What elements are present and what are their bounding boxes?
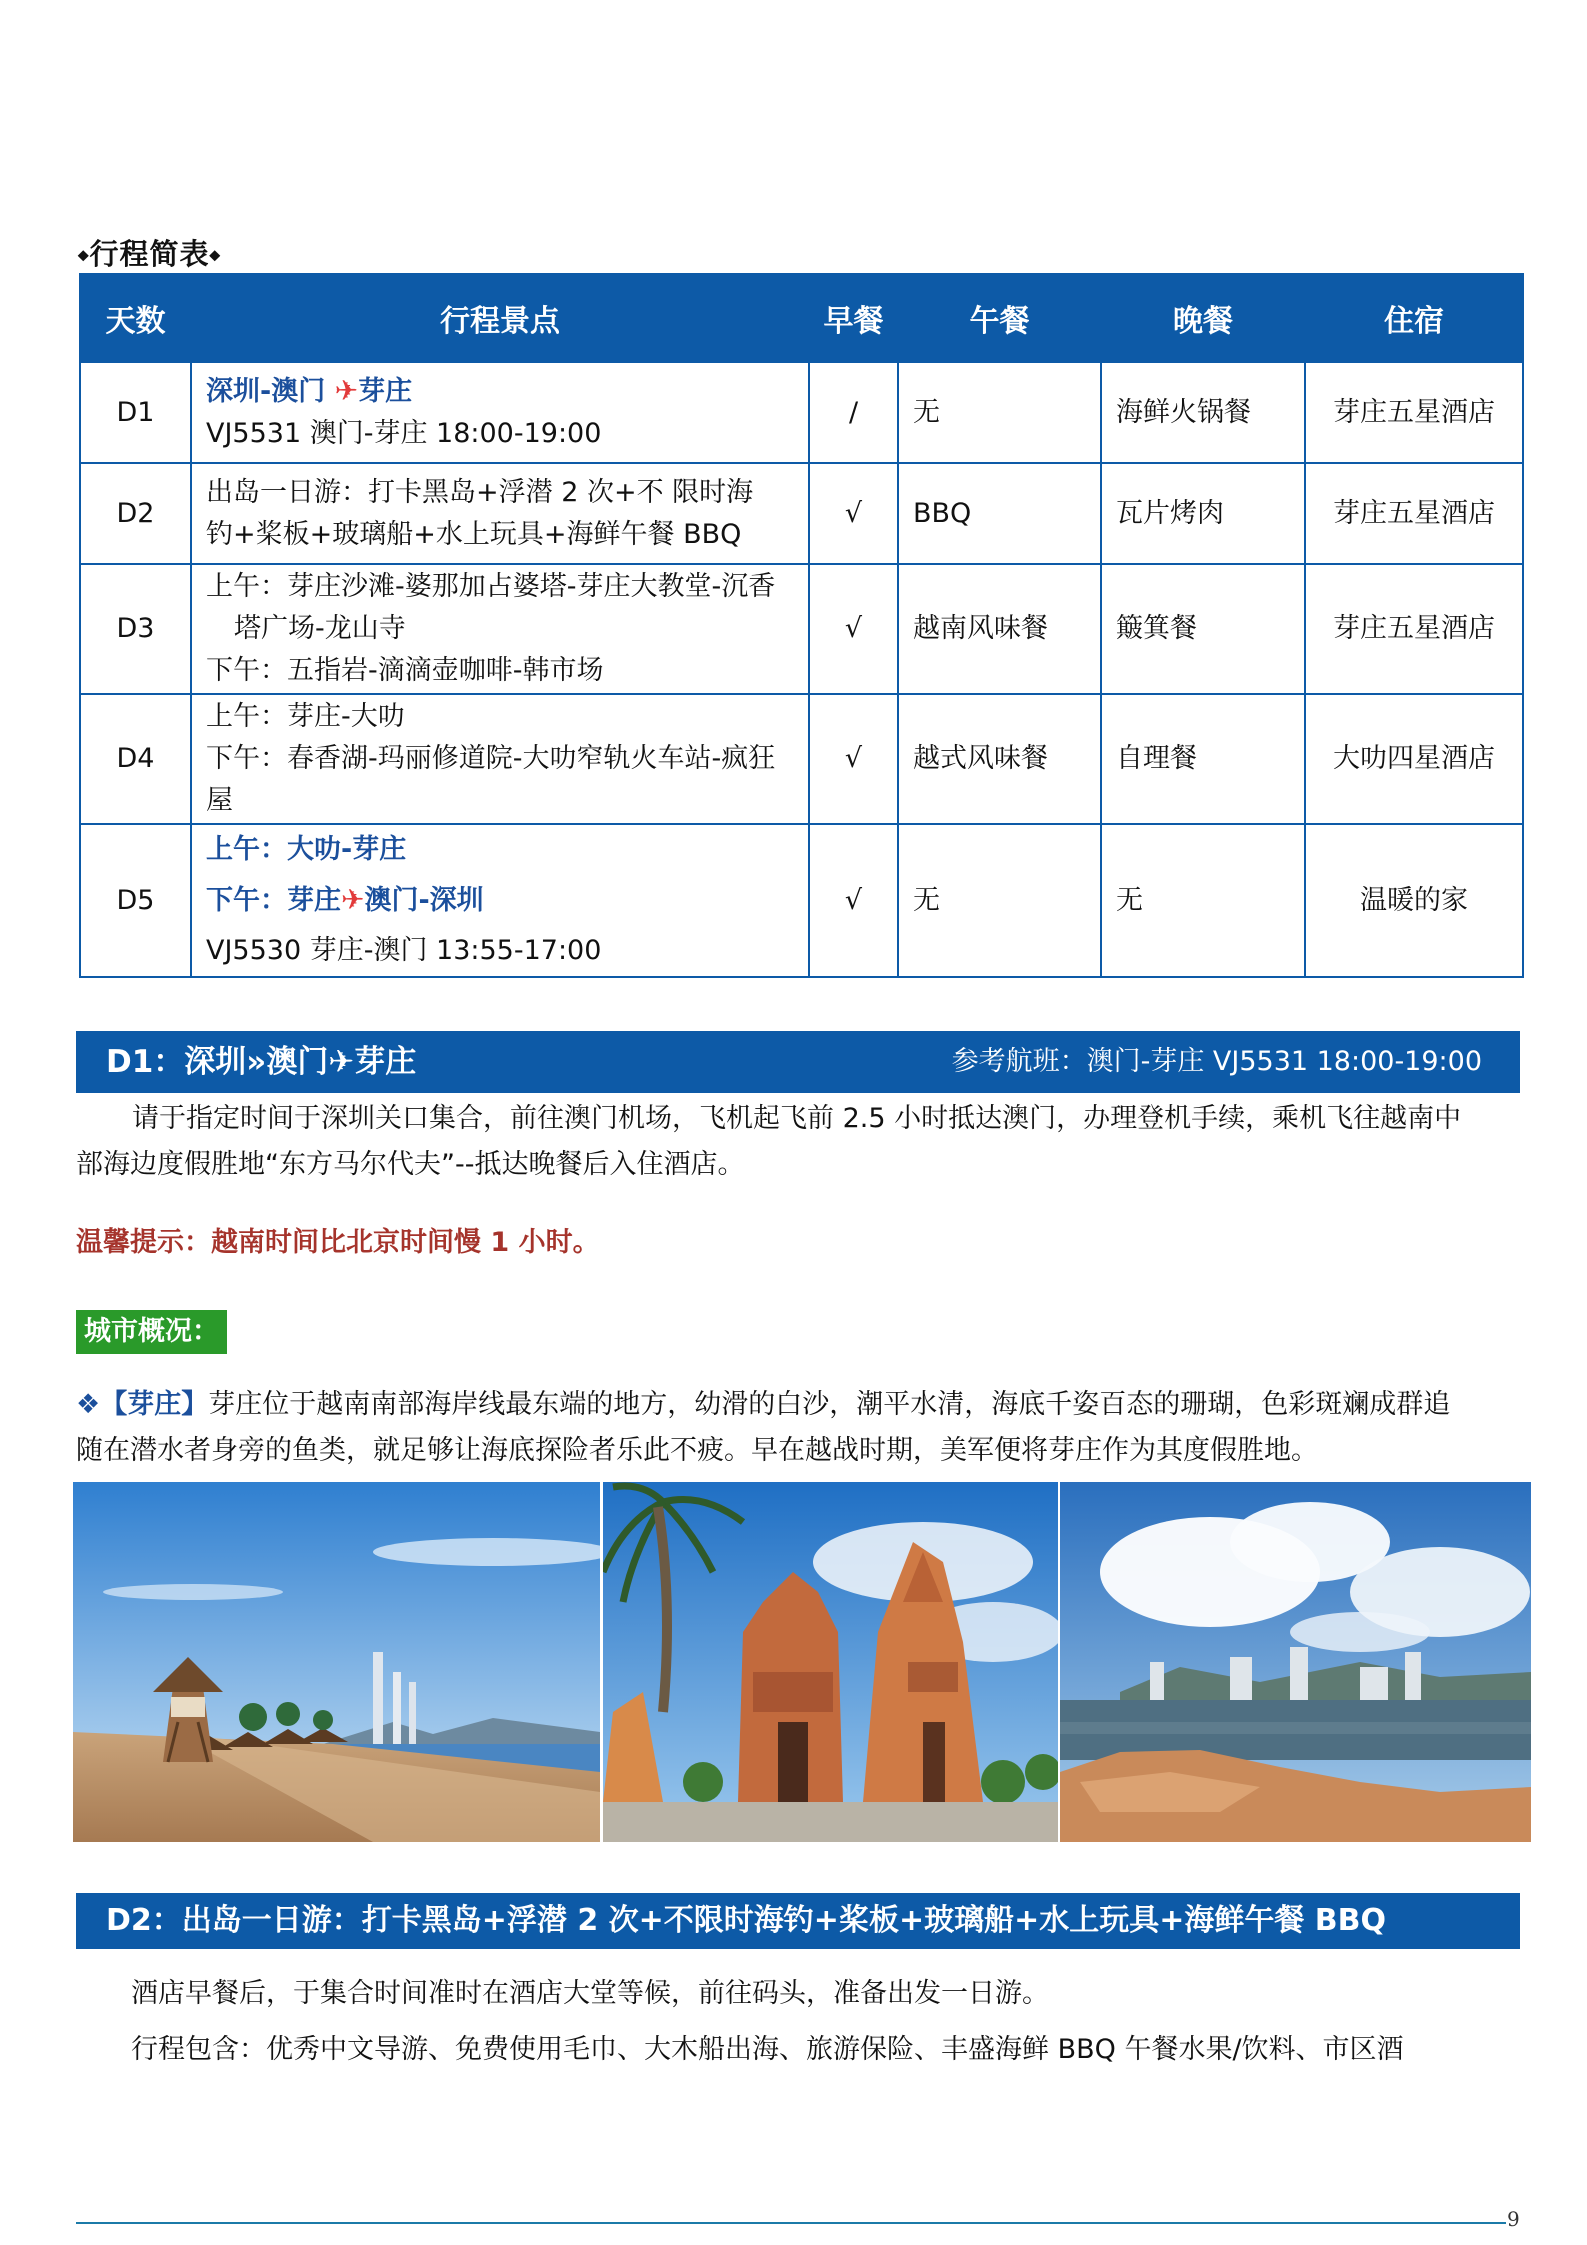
city-line: 随在潜水者身旁的鱼类，就足够让海底探险者乐此不疲。早在越战时期，美军便将芽庄作为其度假胜地。 <box>76 1435 1318 1466</box>
itinerary-line: 出岛一日游：打卡黑岛+浮潜 2 次+不 限时海 <box>206 476 754 508</box>
itinerary-line: 屋 <box>206 785 233 816</box>
d2-para-line: 酒店早餐后，于集合时间准时在酒店大堂等候，前往码头，准备出发一日游。 <box>131 1978 1049 2009</box>
day-cell: D5 <box>80 824 191 977</box>
page-number: 9 <box>1507 2207 1520 2231</box>
day-cell: D4 <box>80 694 191 824</box>
warm-tip: 温馨提示：越南时间比北京时间慢 1 小时。 <box>76 1227 600 1258</box>
itinerary-cell <box>191 824 809 977</box>
lunch-cell: 越式风味餐 <box>898 694 1101 824</box>
itinerary-cell <box>191 362 809 463</box>
itinerary-line: 上午：芽庄沙滩-婆那加占婆塔-芽庄大教堂-沉香 <box>206 571 776 602</box>
day-cell: D2 <box>80 463 191 564</box>
header-lunch: 午餐 <box>898 274 1101 362</box>
itinerary-cell <box>191 564 809 694</box>
city-line: 芽庄位于越南南部海岸线最东端的地方，幼滑的白沙，潮平水清，海底千姿百态的珊瑚，色彩斑斓成群追 <box>208 1389 1451 1420</box>
header-dinner: 晚餐 <box>1101 274 1305 362</box>
plane-icon: ✈ <box>334 374 359 407</box>
schedule-table <box>79 273 1524 978</box>
breakfast-cell: √ <box>809 463 898 564</box>
itinerary-destination: 澳门-深圳 <box>364 885 484 916</box>
lunch-cell: 越南风味餐 <box>898 564 1101 694</box>
d1-title-bar <box>76 1031 1520 1093</box>
table-header-row <box>80 274 1523 362</box>
coastline-photo <box>1060 1482 1531 1842</box>
itinerary-line: 下午：春香湖-玛丽修道院-大叻窄轨火车站-疯狂 <box>206 743 776 774</box>
d2-paragraph <box>131 1966 1531 2078</box>
itinerary-destination: 芽庄 <box>358 376 413 407</box>
dinner-cell: 瓦片烤肉 <box>1101 463 1305 564</box>
lunch-cell: BBQ <box>898 463 1101 564</box>
breakfast-cell: √ <box>809 824 898 977</box>
lunch-cell: 无 <box>898 362 1101 463</box>
hotel-cell: 温暖的家 <box>1305 824 1523 977</box>
table-row <box>80 824 1523 977</box>
city-bullet: ❖【芽庄】 <box>76 1389 209 1420</box>
hotel-cell: 大叻四星酒店 <box>1305 694 1523 824</box>
dinner-cell: 海鲜火锅餐 <box>1101 362 1305 463</box>
header-breakfast: 早餐 <box>809 274 898 362</box>
itinerary-line: 塔广场-龙山寺 <box>234 613 406 644</box>
d1-flight-ref: 参考航班：澳门-芽庄 VJ5531 18:00-19:00 <box>951 1046 1482 1077</box>
hotel-cell: 芽庄五星酒店 <box>1305 463 1523 564</box>
header-itinerary: 行程景点 <box>191 274 809 362</box>
itinerary-line: 上午：大叻-芽庄 <box>206 834 407 865</box>
breakfast-cell: √ <box>809 564 898 694</box>
itinerary-line: 钓+桨板+玻璃船+水上玩具+海鲜午餐 BBQ <box>206 518 742 550</box>
city-overview-tag: 城市概况： <box>76 1310 227 1354</box>
hotel-cell: 芽庄五星酒店 <box>1305 362 1523 463</box>
beach-photo <box>73 1482 600 1842</box>
d2-title: D2：出岛一日游：打卡黑岛+浮潜 2 次+不限时海钓+桨板+玻璃船+水上玩具+海鲜午餐 BBQ <box>106 1903 1387 1938</box>
d2-para-line: 行程包含：优秀中文导游、免费使用毛巾、大木船出海、旅游保险、丰盛海鲜 BBQ 午餐水果/饮料、市区酒 <box>131 2034 1404 2065</box>
table-row <box>80 694 1523 824</box>
flight-info: VJ5531 澳门-芽庄 18:00-19:00 <box>206 418 602 449</box>
table-row <box>80 362 1523 463</box>
d2-title-bar <box>76 1893 1520 1949</box>
breakfast-cell: √ <box>809 694 898 824</box>
dinner-cell: 簸箕餐 <box>1101 564 1305 694</box>
d1-paragraph <box>76 1096 1526 1188</box>
hotel-cell: 芽庄五星酒店 <box>1305 564 1523 694</box>
header-day: 天数 <box>80 274 191 362</box>
schedule-title: ⬩行程简表⬩ <box>78 237 221 271</box>
d1-para-line: 部海边度假胜地“东方马尔代夫”--抵达晚餐后入住酒店。 <box>76 1149 745 1180</box>
city-description <box>76 1382 1526 1474</box>
lunch-cell: 无 <box>898 824 1101 977</box>
itinerary-cell <box>191 463 809 564</box>
itinerary-route: 下午：芽庄 <box>206 885 341 916</box>
cham-tower-photo <box>603 1482 1058 1842</box>
table-row <box>80 564 1523 694</box>
itinerary-route: 深圳-澳门 <box>206 376 335 407</box>
d1-para-line: 请于指定时间于深圳关口集合，前往澳门机场，飞机起飞前 2.5 小时抵达澳门，办理登机手续，乘机飞往越南中 <box>132 1103 1462 1134</box>
footer-divider <box>76 2222 1506 2224</box>
plane-icon: ✈ <box>341 883 365 916</box>
table-row <box>80 463 1523 564</box>
day-cell: D3 <box>80 564 191 694</box>
dinner-cell: 自理餐 <box>1101 694 1305 824</box>
flight-info: VJ5530 芽庄-澳门 13:55-17:00 <box>206 935 602 966</box>
d1-title: D1：深圳»澳门✈芽庄 <box>106 1044 417 1080</box>
dinner-cell: 无 <box>1101 824 1305 977</box>
breakfast-cell: / <box>809 362 898 463</box>
itinerary-line: 上午：芽庄-大叻 <box>206 701 405 732</box>
itinerary-line: 下午：五指岩-滴滴壶咖啡-韩市场 <box>206 655 604 686</box>
day-cell: D1 <box>80 362 191 463</box>
header-hotel: 住宿 <box>1305 274 1523 362</box>
itinerary-cell <box>191 694 809 824</box>
